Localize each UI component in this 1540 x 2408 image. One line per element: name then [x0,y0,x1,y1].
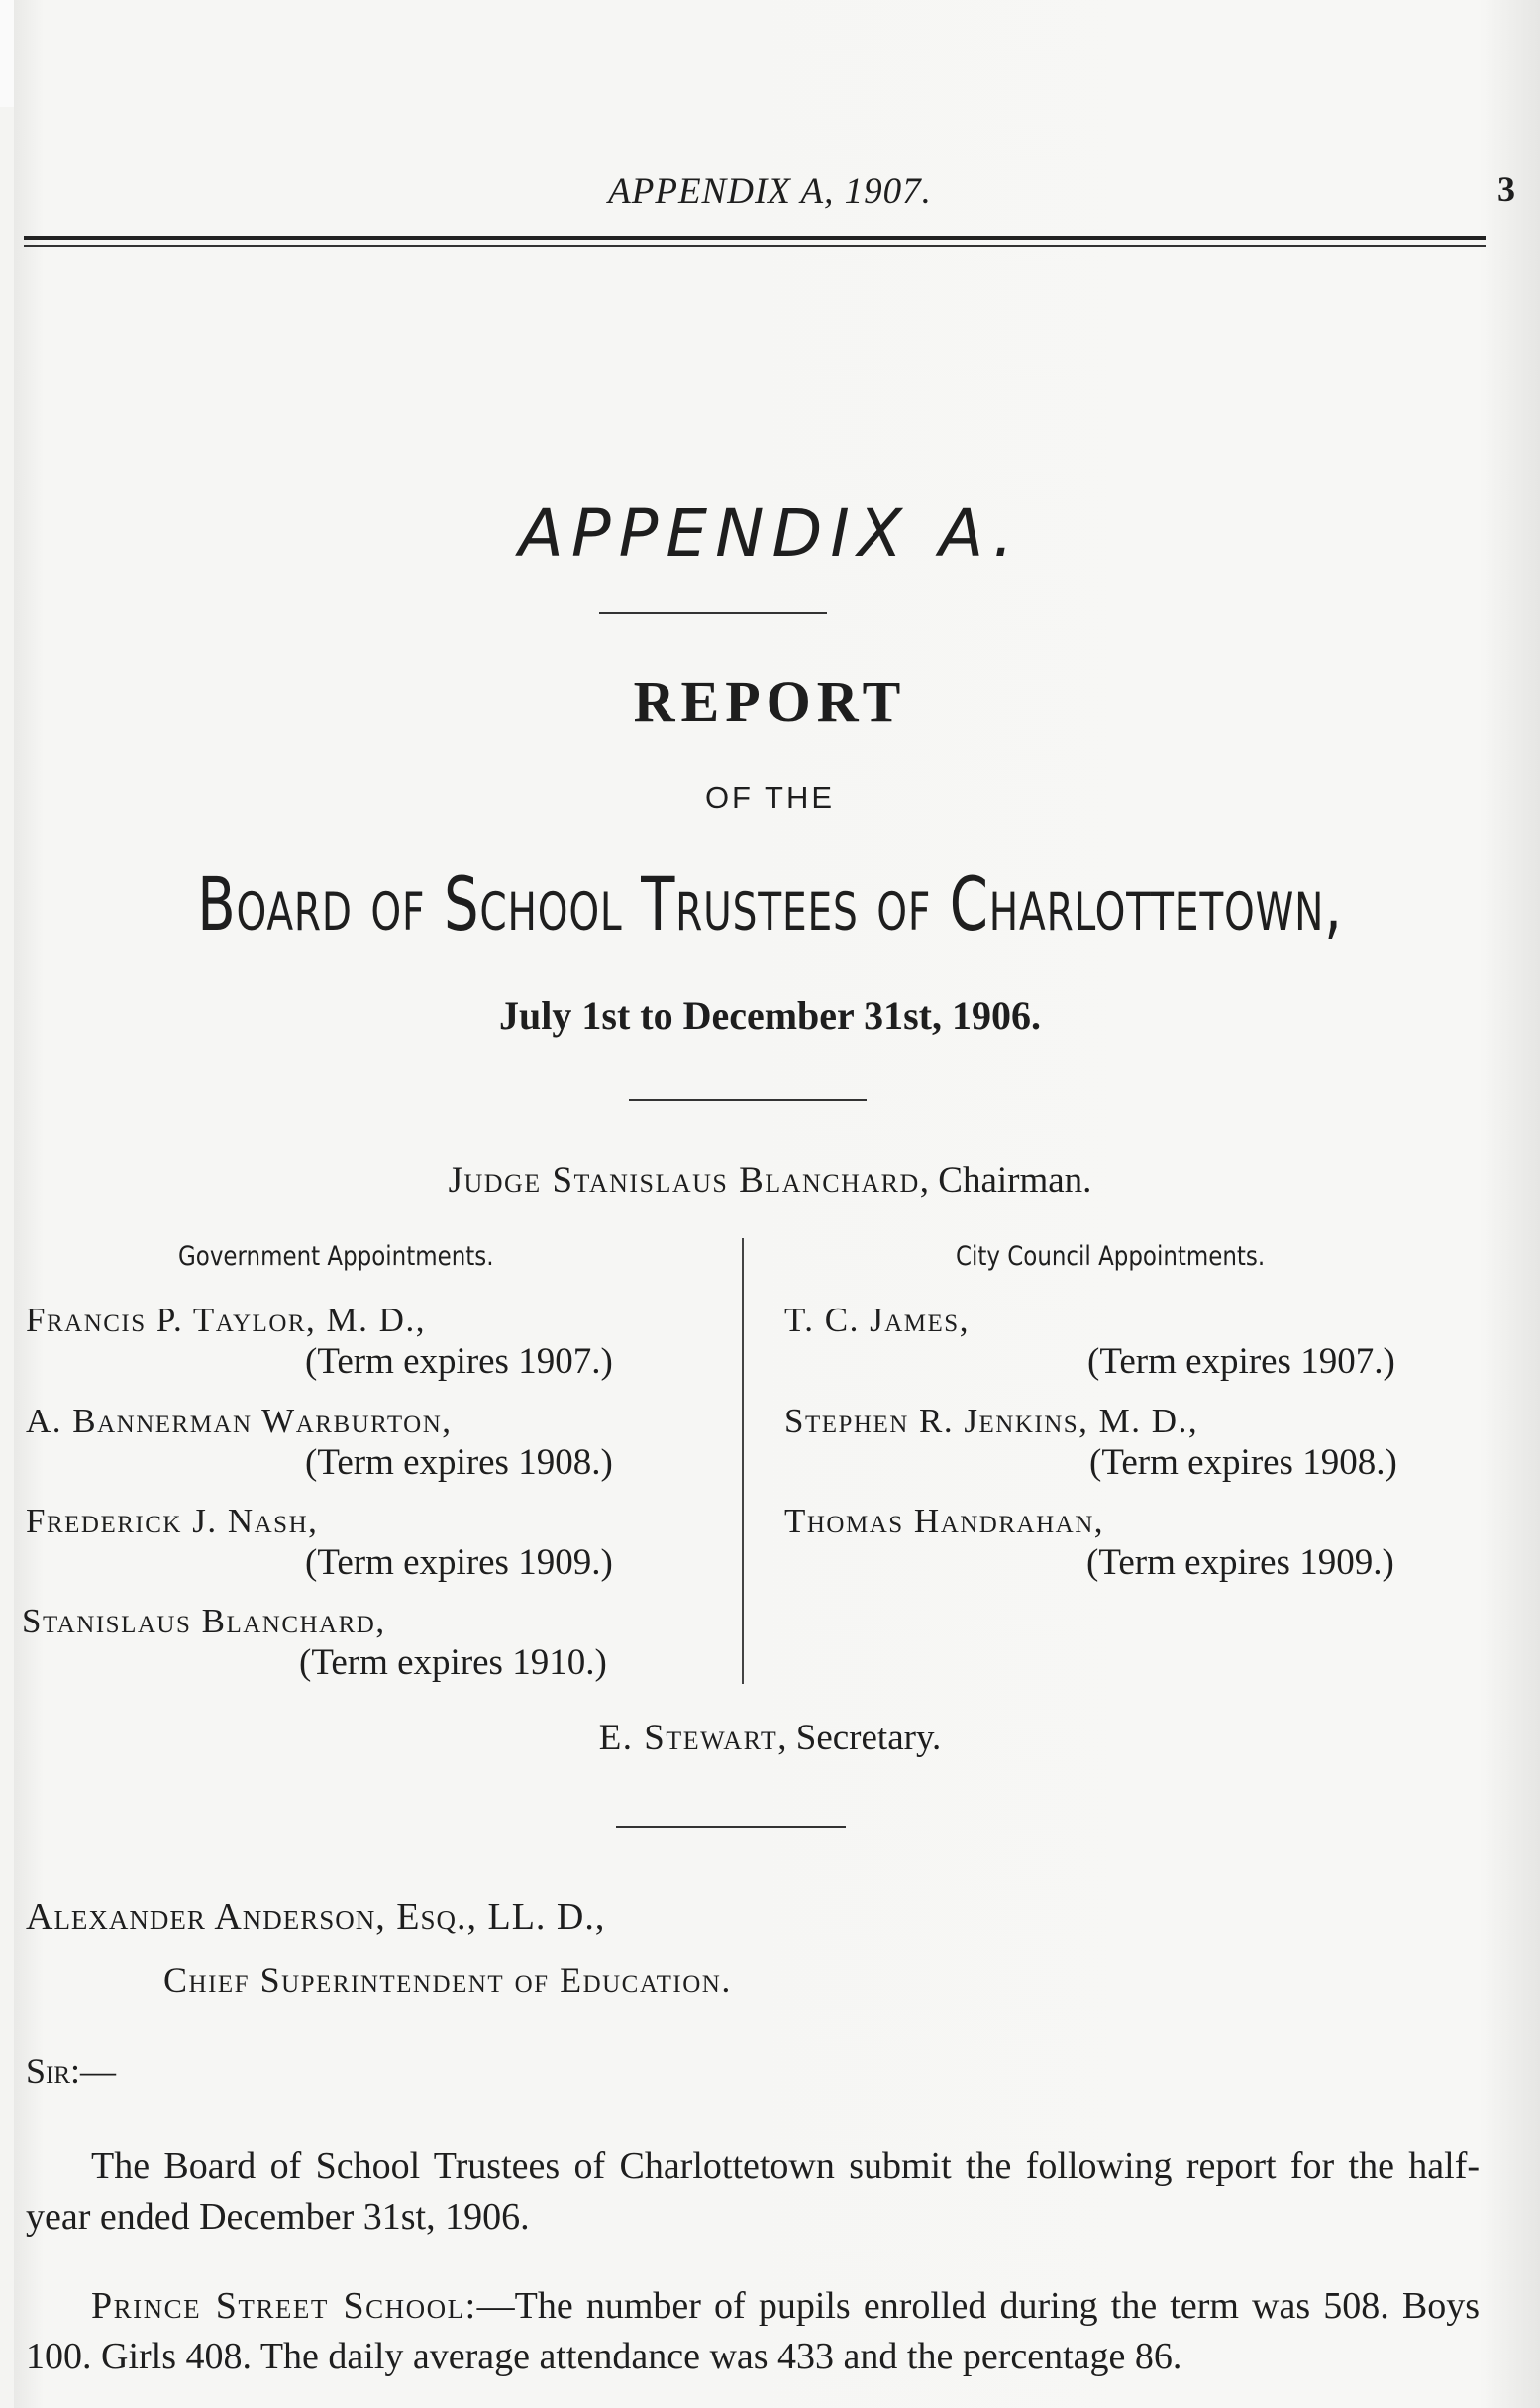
city-council-heading: City Council Appointments. [956,1241,1266,1272]
council-member-term: (Term expires 1907.) [1087,1341,1395,1382]
title-divider [599,612,827,614]
column-divider [742,1238,744,1684]
government-heading: Government Appointments. [178,1241,494,1272]
running-header: APPENDIX A, 1907. [608,171,932,212]
report-heading: REPORT [633,670,907,734]
chairman-role: , Chairman. [919,1160,1092,1201]
government-member-term: (Term expires 1910.) [299,1642,607,1683]
report-period: July 1st to December 31st, 1906. [499,994,1041,1038]
letter-addressee: Alexander Anderson, Esq., LL. D., [26,1896,606,1937]
board-title: Board of School Trustees of Charlottetown, [197,860,1343,948]
government-member-name: Stanislaus Blanchard, [22,1602,386,1640]
government-member-name: Francis P. Taylor, M. D., [26,1301,426,1339]
of-the-line: OF THE [704,781,836,815]
paragraph-text: —The number of pupils enrolled during the term was 508. Boys 100. Girls 408. The daily average attendance was 433 and the percentage 86. [26,2285,1481,2377]
government-member-term: (Term expires 1909.) [305,1542,613,1583]
document-page [14,0,1540,2408]
council-member-name: Thomas Handrahan, [784,1502,1105,1540]
government-member-term: (Term expires 1908.) [305,1442,613,1483]
government-member-name: A. Bannerman Warburton, [26,1402,453,1440]
school-label: Prince Street School: [91,2285,477,2327]
appendix-title: APPENDIX A. [518,495,1022,572]
secretary-divider [616,1826,846,1828]
council-member-term: (Term expires 1908.) [1089,1442,1397,1483]
secretary-role: , Secretary. [777,1718,942,1758]
government-member-term: (Term expires 1907.) [305,1341,613,1382]
letter-salutation: Sir:— [26,2051,117,2091]
council-member-name: T. C. James, [784,1301,970,1339]
letter-paragraph [26,2281,1480,2382]
header-rule [24,236,1486,240]
secretary-name: E. Stewart [598,1718,778,1758]
header-rule-thin [24,245,1486,247]
letter-paragraph [26,2142,1480,2243]
council-member-name: Stephen R. Jenkins, M. D., [784,1402,1199,1440]
council-member-term: (Term expires 1909.) [1086,1542,1394,1583]
chairman-name: Judge Stanislaus Blanchard [448,1160,920,1201]
letter-addressee-title: Chief Superintendent of Education. [163,1960,732,2000]
chairman-line [0,1159,1540,1202]
paragraph-text: The Board of School Trustees of Charlottetown submit the following report for the half-year ended December 31st, 1906. [26,2146,1480,2238]
period-divider [629,1099,867,1101]
government-member-name: Frederick J. Nash, [26,1502,319,1540]
page-number: 3 [1497,169,1515,209]
secretary-line [0,1717,1540,1759]
